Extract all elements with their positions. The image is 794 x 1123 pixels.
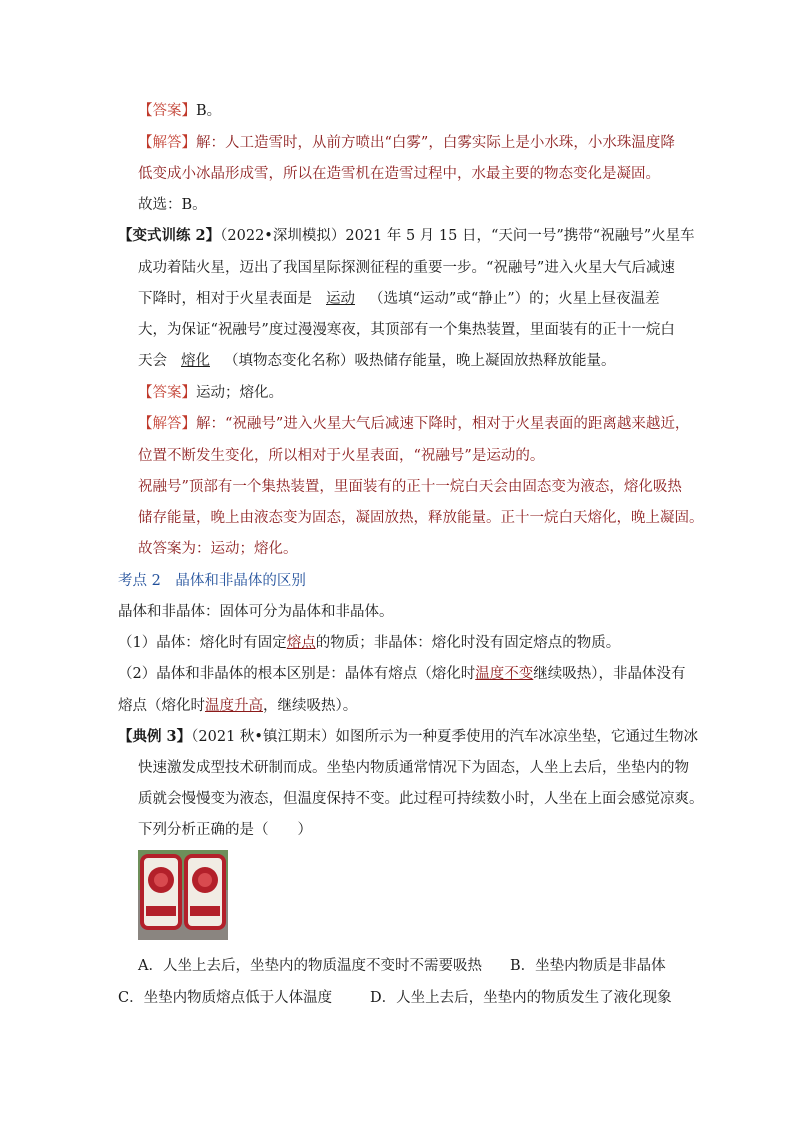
seat-cushion-image	[138, 850, 228, 940]
example-3-line-1	[118, 727, 698, 747]
seat-cushion-illustration	[138, 850, 228, 940]
option-a: A．人坐上去后，坐垫内的物质温度不变时不需要吸热	[138, 958, 482, 974]
topic-text: 继续吸热），非晶体没有	[533, 666, 686, 682]
keyword-melting-point: 熔点	[286, 635, 316, 651]
analysis-2-line-2: 位置不断发生变化，所以相对于火星表面，“祝融号”是运动的。	[138, 448, 545, 464]
topic-2-intro: 晶体和非晶体：固体可分为晶体和非晶体。	[118, 604, 394, 620]
option-d: D．人坐上去后，坐垫内的物质发生了液化现象	[370, 990, 672, 1006]
answer-1	[138, 101, 221, 121]
analysis-2-line-1	[138, 414, 689, 434]
answer-value: B。	[196, 103, 222, 119]
exercise-text: （2022•深圳模拟）2021 年 5 月 15 日，“天问一号”携带“祝融号”火星车	[220, 228, 695, 244]
example-text: （2021 秋•镇江期末）如图所示为一种夏季使用的汽车冰凉坐垫，它通过生物冰	[191, 729, 698, 745]
analysis-2-conclusion: 故答案为：运动；熔化。	[138, 541, 298, 557]
topic-text: （2）晶体和非晶体的根本区别是：晶体有熔点（熔化时	[118, 666, 476, 682]
analysis-text: 解：“祝融号”进入火星大气后减速下降时，相对于火星表面的距离越来越近，	[196, 416, 690, 432]
answer-value: 运动；熔化。	[196, 385, 283, 401]
exercise-text: （选填“运动”或“静止”）的；火星上昼夜温差	[369, 291, 660, 307]
answer-blank-2: 熔化	[181, 353, 210, 369]
example-3-line-2: 快速激发成型技术研制而成。坐垫内物质通常情况下为固态，人坐上去后，坐垫内的物	[138, 760, 689, 776]
analysis-text: 解：人工造雪时，从前方喷出“白雾”，白雾实际上是小水珠，小水珠温度降	[196, 135, 675, 151]
example-3-line-3: 质就会慢慢变为液态，但温度保持不变。此过程可持续数小时，人坐在上面会感觉凉爽。	[138, 791, 704, 807]
topic-text: ，继续吸热）。	[263, 698, 358, 714]
exercise-2-line-5	[138, 351, 616, 371]
example-label: 【典例 3】	[118, 728, 192, 745]
analysis-label: 【解答】	[138, 135, 196, 151]
analysis-1-line-2: 低变成小冰晶形成雪，所以在造雪机在造雪过程中，水最主要的物态变化是凝固。	[138, 166, 660, 182]
topic-text: 熔点（熔化时	[118, 698, 205, 714]
exercise-text: 下降时，相对于火星表面是	[138, 291, 312, 307]
topic-text: 的物质；非晶体：熔化时没有固定熔点的物质。	[315, 635, 621, 651]
answer-label: 【答案】	[138, 385, 196, 401]
analysis-2-line-4: 储存能量，晚上由液态变为固态，凝固放热，释放能量。正十一烷白天熔化，晚上凝固。	[138, 510, 704, 526]
topic-text: （1）晶体：熔化时有固定	[118, 635, 287, 651]
keyword-temp-rising: 温度升高	[205, 698, 263, 714]
analysis-1-choose: 故选：B。	[138, 197, 207, 213]
answer-2	[138, 383, 283, 403]
topic-2-heading: 考点 2 晶体和非晶体的区别	[118, 573, 306, 589]
analysis-1-line-1	[138, 133, 675, 153]
analysis-2-line-3: 祝融号”顶部有一个集热装置，里面装有的正十一烷白天会由固态变为液态，熔化吸热	[138, 479, 682, 495]
analysis-label: 【解答】	[138, 416, 196, 432]
exercise-text: （填物态变化名称）吸热储存能量，晚上凝固放热释放能量。	[224, 353, 616, 369]
exercise-2-line-4: 大，为保证“祝融号”度过漫漫寒夜，其顶部有一个集热装置，里面装有的正十一烷白	[138, 322, 675, 338]
exercise-2-line-1	[118, 226, 695, 246]
example-3-line-4: 下列分析正确的是（ ）	[138, 822, 312, 838]
topic-2-point-2-cont	[118, 696, 357, 716]
answer-label: 【答案】	[138, 103, 196, 119]
exercise-label: 【变式训练 2】	[118, 227, 221, 244]
exercise-2-line-3	[138, 289, 660, 309]
exercise-2-line-2: 成功着陆火星，迈出了我国星际探测征程的重要一步。“祝融号”进入火星大气后减速	[138, 260, 675, 276]
option-c: C．坐垫内物质熔点低于人体温度	[118, 990, 333, 1006]
answer-blank-1: 运动	[326, 291, 355, 307]
topic-2-point-2	[118, 664, 685, 684]
topic-2-point-1	[118, 633, 620, 653]
option-b: B．坐垫内物质是非晶体	[510, 958, 666, 974]
exercise-text: 天会	[138, 353, 167, 369]
keyword-temp-constant: 温度不变	[475, 666, 534, 682]
